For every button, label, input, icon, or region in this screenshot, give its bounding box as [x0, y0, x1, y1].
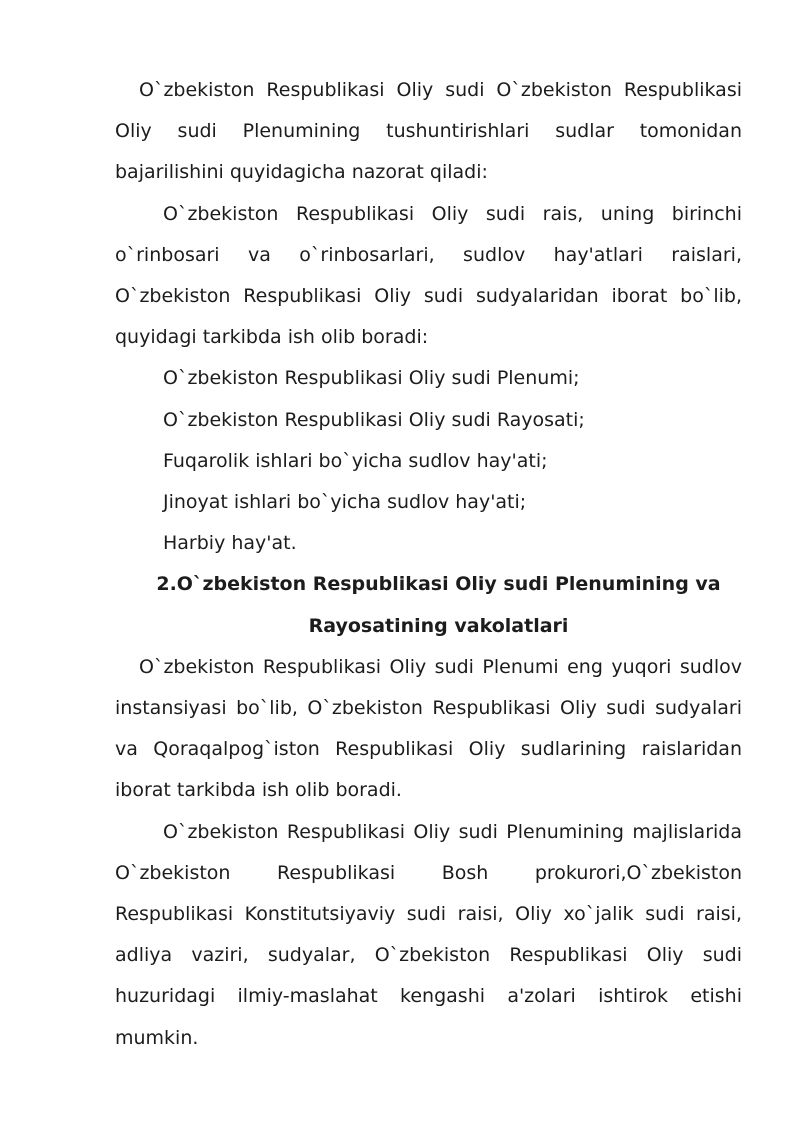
- list-item: O`zbekiston Respublikasi Oliy sudi Plenumi;: [163, 367, 580, 390]
- list-item: Jinoyat ishlari bo`yicha sudlov hay'ati;: [163, 491, 527, 514]
- section-heading: [115, 564, 742, 646]
- structure-list: [115, 358, 742, 564]
- section-heading-line-1: 2.O`zbekiston Respublikasi Oliy sudi Plenumining va: [156, 573, 721, 596]
- paragraph-plenum: O`zbekiston Respublikasi Oliy sudi Plenumi eng yuqori sudlov instansiyasi bo`lib, O`zbekiston Respublikasi Oliy sudi sudyalari va Qoraqalpog`iston Respublikasi Oliy sudlarining raislaridan iborat tarkibda ish olib boradi.: [115, 655, 742, 802]
- paragraph-composition: O`zbekiston Respublikasi Oliy sudi rais, uning birinchi o`rinbosari va o`rinbosarlari, sudlov hay'atlari raislari, O`zbekiston Respublikasi Oliy sudi sudyalaridan iborat bo`lib, quyidagi tarkibda ish olib boradi:: [115, 202, 742, 349]
- list-item: Fuqarolik ishlari bo`yicha sudlov hay'ati;: [163, 449, 548, 472]
- section-heading-line-2: Rayosatining vakolatlari: [308, 614, 569, 637]
- paragraph-control-intro: O`zbekiston Respublikasi Oliy sudi O`zbekiston Respublikasi Oliy sudi Plenumining tushuntirishlari sudlar tomonidan bajarilishini quyidagicha nazorat qiladi:: [115, 79, 742, 184]
- list-item: Harbiy hay'at.: [163, 532, 297, 555]
- paragraph-participants: O`zbekiston Respublikasi Oliy sudi Plenumining majlislarida O`zbekiston Respublikasi Bosh prokurori,O`zbekiston Respublikasi Konstitutsiyaviy sudi raisi, Oliy xo`jalik sudi raisi, adliya vaziri, sudyalar, O`zbekiston Respublikasi Oliy sudi huzuridagi ilmiy-maslahat kengashi a'zolari ishtirok etishi mumkin.: [115, 820, 742, 1049]
- list-item: O`zbekiston Respublikasi Oliy sudi Rayosati;: [163, 408, 585, 431]
